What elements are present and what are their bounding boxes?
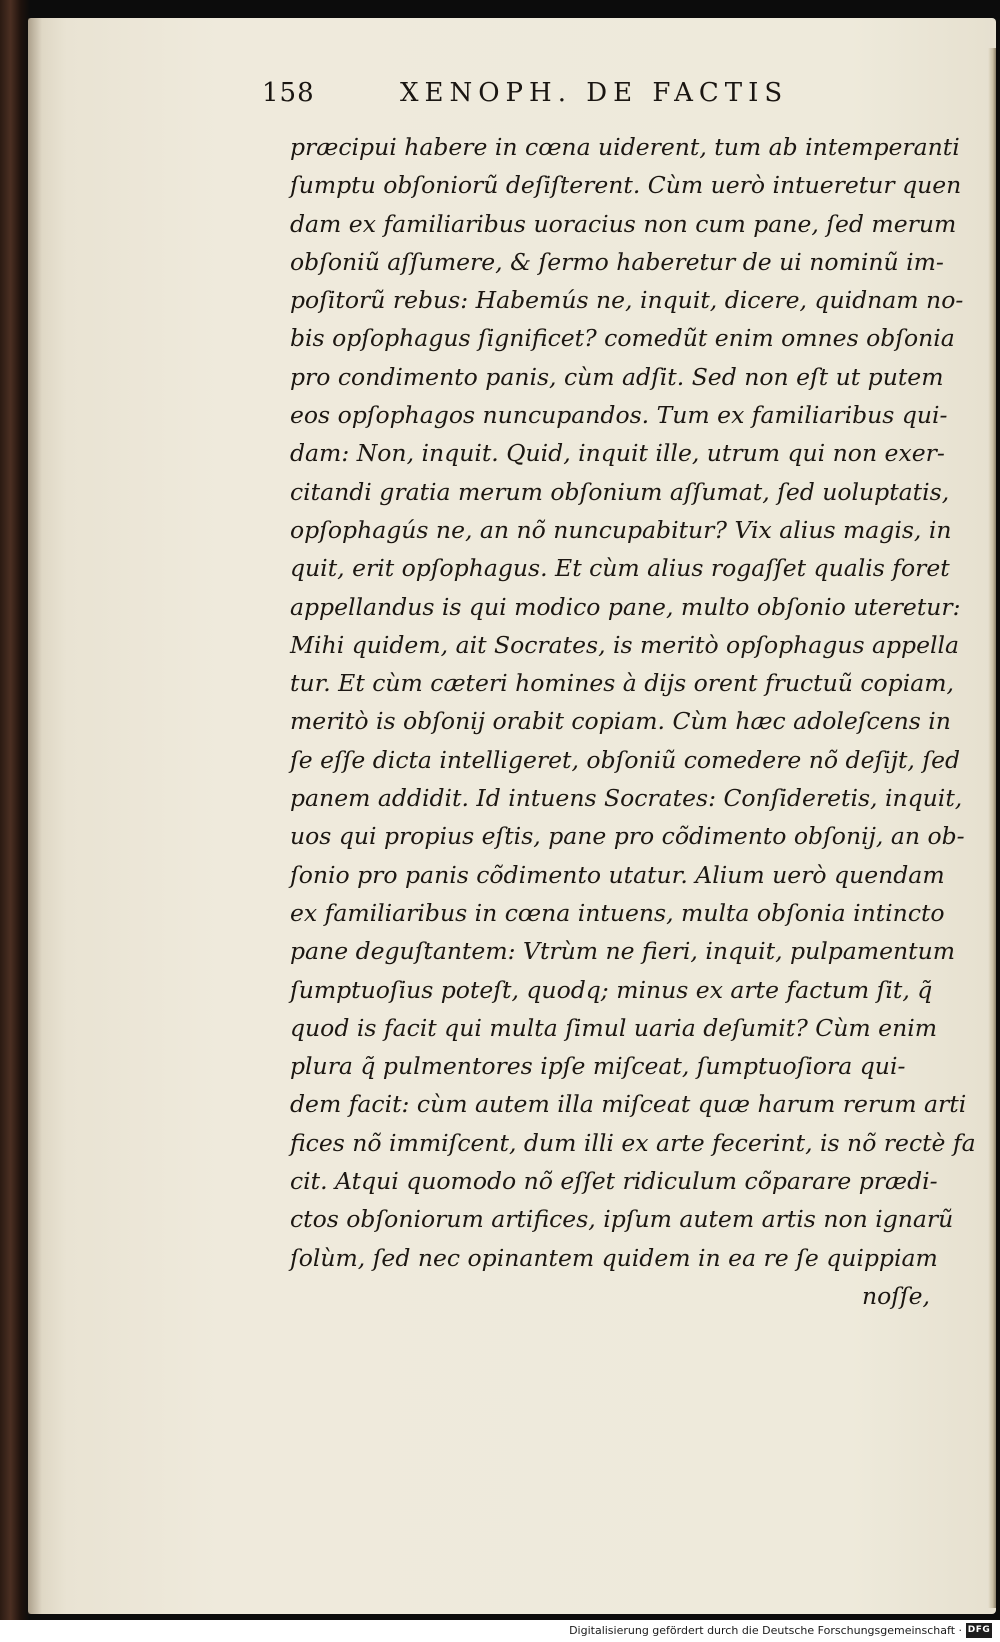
text-line: pro condimento panis, cùm adſit. Sed non eſt ut putem <box>290 362 944 391</box>
text-line: ctos obſoniorum artifices, ipſum autem artis non ignarũ <box>290 1205 954 1234</box>
text-line: plura q̃ pulmentores ipſe miſceat, ſumptuoſiora qui- <box>290 1052 906 1081</box>
text-line: quit, erit opſophagus. Et cùm alius rogaſſet qualis foret <box>290 554 950 583</box>
text-line: præcipui habere in cœna uiderent, tum ab intemperanti <box>290 133 960 161</box>
text-line: uos qui propius eſtis, pane pro cõdimento obſonij, an ob- <box>290 822 965 851</box>
dfg-logo: DFG <box>966 1623 992 1638</box>
text-line: panem addidit. Id intuens Socrates: Conſideretis, inquit, <box>290 784 963 813</box>
running-title: XENOPH. DE FACTIS <box>400 78 789 108</box>
page-number: 158 <box>262 78 315 108</box>
text-line: meritò is obſonij orabit copiam. Cùm hæc adoleſcens in <box>290 707 951 736</box>
text-line: ſumptuoſius poteſt, quodq; minus ex arte factum ſit, q̃ <box>290 975 933 1004</box>
text-line: bis opſophagus ſignificet? comedũt enim omnes obſonia <box>290 324 955 353</box>
text-line: poſitorũ rebus: Habemús ne, inquit, dicere, quidnam no- <box>290 286 964 315</box>
digitization-footer <box>0 1620 1000 1642</box>
text-line: dam ex familiaribus uoracius non cum pane, ſed merum <box>290 209 957 238</box>
text-line: ſonio pro panis cõdimento utatur. Alium uerò quendam <box>290 860 945 889</box>
text-line: eos opſophagos nuncupandos. Tum ex familiaribus qui- <box>290 401 948 430</box>
page-header <box>262 74 852 124</box>
text-line: Mihi quidem, ait Socrates, is meritò opſophagus appella <box>290 630 960 659</box>
text-line: quod is facit qui multa ſimul uaria deſumit? Cùm enim <box>290 1013 938 1042</box>
text-line: ſumptu obſoniorũ deſiſterent. Cùm uerò intueretur quen <box>290 171 962 200</box>
text-line: obſoniũ aſſumere, & ſermo haberetur de ui nominũ im- <box>290 247 944 276</box>
text-line: dem facit: cùm autem illa miſceat quæ harum rerum arti <box>290 1090 967 1119</box>
catchword: noſſe, <box>861 1281 930 1310</box>
text-line: citandi gratia merum obſonium aſſumat, ſed uoluptatis, <box>290 477 950 506</box>
text-line: cit. Atqui quomodo nõ eſſet ridiculum cõparare prædi- <box>290 1167 938 1196</box>
text-line: ſe eſſe dicta intelligeret, obſoniũ comedere nõ deſijt, ſed <box>290 745 961 774</box>
text-line: dam: Non, inquit. Quid, inquit ille, utrum qui non exer- <box>290 439 945 468</box>
text-line: ſolùm, ſed nec opinantem quidem in ea re ſe quippiam <box>290 1243 938 1272</box>
body-text <box>290 128 976 1315</box>
text-line: appellandus is qui modico pane, multo obſonio uteretur: <box>290 592 961 621</box>
funding-credit: Digitalisierung gefördert durch die Deutsche Forschungsgemeinschaft · <box>569 1624 962 1637</box>
text-line: tur. Et cùm cæteri homines à dijs orent fructuũ copiam, <box>290 669 955 698</box>
text-line: pane deguſtantem: Vtrùm ne fieri, inquit, pulpamentum <box>290 937 955 966</box>
book-spine <box>0 0 30 1620</box>
text-line: opſophagús ne, an nõ nuncupabitur? Vix alius magis, in <box>290 515 952 544</box>
page-edge <box>988 48 996 1608</box>
text-line: ex familiaribus in cœna intuens, multa obſonia intincto <box>290 898 945 927</box>
text-line: fices nõ immiſcent, dum illi ex arte fecerint, is nõ rectè fa <box>290 1128 976 1157</box>
